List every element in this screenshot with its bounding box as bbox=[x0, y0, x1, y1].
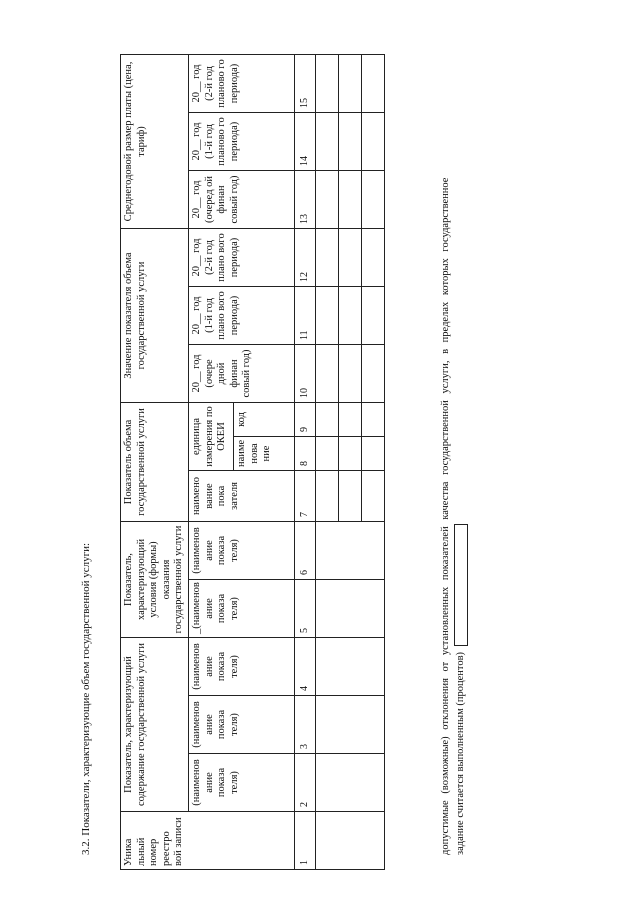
table-cell[interactable] bbox=[361, 470, 384, 521]
column-number: 4 bbox=[294, 638, 315, 696]
column-number: 3 bbox=[294, 696, 315, 754]
header-value-current-year: 20__ год (очере дной финан совый год) bbox=[188, 344, 294, 402]
table-cell[interactable] bbox=[361, 436, 384, 470]
table-cell[interactable] bbox=[315, 580, 384, 638]
table-cell[interactable] bbox=[361, 228, 384, 286]
column-number-row bbox=[294, 54, 315, 869]
table-cell[interactable] bbox=[338, 286, 361, 344]
table-cell[interactable] bbox=[338, 170, 361, 228]
table-cell[interactable] bbox=[361, 344, 384, 402]
deviation-text-line-1: допустимые (возможные) отклонения от установленных показателей качества государственной услуги, в пределах которых государственное bbox=[440, 177, 451, 855]
header-okei-unit: единица измерения по ОКЕИ bbox=[188, 402, 233, 470]
table-cell[interactable] bbox=[315, 638, 384, 696]
column-number: 9 bbox=[294, 402, 315, 436]
deviation-percent-input[interactable] bbox=[454, 524, 468, 646]
table-cell[interactable] bbox=[338, 344, 361, 402]
header-price-plan-year-2: 20__ год (2-й год планово го периода) bbox=[188, 54, 294, 112]
column-number: 14 bbox=[294, 112, 315, 170]
column-number: 7 bbox=[294, 470, 315, 521]
header-content-group: Показатель, характеризующий содержание государственной услуги bbox=[121, 638, 189, 812]
table-cell[interactable] bbox=[338, 470, 361, 521]
table-cell[interactable] bbox=[361, 54, 384, 112]
table-cell[interactable] bbox=[361, 286, 384, 344]
header-okei-name: наиме нова ние bbox=[233, 436, 294, 470]
table-cell[interactable] bbox=[315, 754, 384, 812]
table-cell[interactable] bbox=[315, 521, 384, 579]
table-cell[interactable] bbox=[361, 112, 384, 170]
column-number: 6 bbox=[294, 521, 315, 579]
table-cell[interactable] bbox=[315, 170, 338, 228]
column-number: 15 bbox=[294, 54, 315, 112]
table-cell[interactable] bbox=[338, 112, 361, 170]
table-cell[interactable] bbox=[338, 228, 361, 286]
header-volume-group: Показатель объема государственной услуги bbox=[121, 402, 189, 521]
column-number: 10 bbox=[294, 344, 315, 402]
table-cell[interactable] bbox=[315, 696, 384, 754]
header-value-group: Значение показателя объема государственной услуги bbox=[121, 228, 189, 402]
header-indicator-name: наимено вание пока зателя bbox=[188, 470, 294, 521]
table-cell[interactable] bbox=[315, 812, 384, 870]
table-row bbox=[315, 54, 338, 869]
table-cell[interactable] bbox=[315, 112, 338, 170]
column-number: 5 bbox=[294, 580, 315, 638]
table-cell[interactable] bbox=[315, 402, 338, 436]
header-price-group: Среднегодовой размер платы (цена, тариф) bbox=[121, 54, 189, 228]
header-row-1 bbox=[121, 54, 189, 869]
header-content-param-2: (наименов ание показа теля) bbox=[188, 696, 294, 754]
deviation-note bbox=[438, 15, 468, 855]
column-number: 8 bbox=[294, 436, 315, 470]
column-number: 12 bbox=[294, 228, 315, 286]
header-price-current-year: 20__ год (очеред ой финан совый год) bbox=[188, 170, 294, 228]
header-row-2 bbox=[188, 54, 233, 869]
table-cell[interactable] bbox=[315, 54, 338, 112]
table-cell[interactable] bbox=[338, 402, 361, 436]
table-cell[interactable] bbox=[338, 436, 361, 470]
header-value-plan-year-2: 20__ год (2-й год плано вого периода) bbox=[188, 228, 294, 286]
deviation-text-line-2: задание считается выполненным (процентов) bbox=[455, 651, 467, 855]
table-cell[interactable] bbox=[315, 344, 338, 402]
header-price-plan-year-1: 20__ год (1-й год планово го периода) bbox=[188, 112, 294, 170]
column-number: 1 bbox=[294, 812, 315, 870]
section-title: 3.2. Показатели, характеризующие объем государственной услуги: bbox=[80, 542, 92, 855]
table-cell[interactable] bbox=[315, 470, 338, 521]
column-number: 11 bbox=[294, 286, 315, 344]
table-cell[interactable] bbox=[315, 286, 338, 344]
volume-indicators-table bbox=[120, 54, 385, 870]
table-cell[interactable] bbox=[315, 436, 338, 470]
deviation-text-line-2-wrap bbox=[453, 15, 468, 855]
column-number: 13 bbox=[294, 170, 315, 228]
column-number: 2 bbox=[294, 754, 315, 812]
header-content-param-1: (наименов ание показа теля) bbox=[188, 754, 294, 812]
table-cell[interactable] bbox=[315, 228, 338, 286]
header-conditions-group: Показатель, характеризующий условия (формы) оказания государственной услуги bbox=[121, 521, 189, 637]
header-registry: Уника льный номер реестро вой записи bbox=[121, 812, 295, 870]
table-cell[interactable] bbox=[338, 54, 361, 112]
header-okei-code: код bbox=[233, 402, 294, 436]
header-conditions-param-1: _(наименов ание показа теля) bbox=[188, 580, 294, 638]
header-conditions-param-2: (наименов ание показа теля) bbox=[188, 521, 294, 579]
table-cell[interactable] bbox=[361, 402, 384, 436]
table-cell[interactable] bbox=[361, 170, 384, 228]
header-value-plan-year-1: 20__ год (1-й год плано вого периода) bbox=[188, 286, 294, 344]
header-content-param-3: (наименов ание показа теля) bbox=[188, 638, 294, 696]
